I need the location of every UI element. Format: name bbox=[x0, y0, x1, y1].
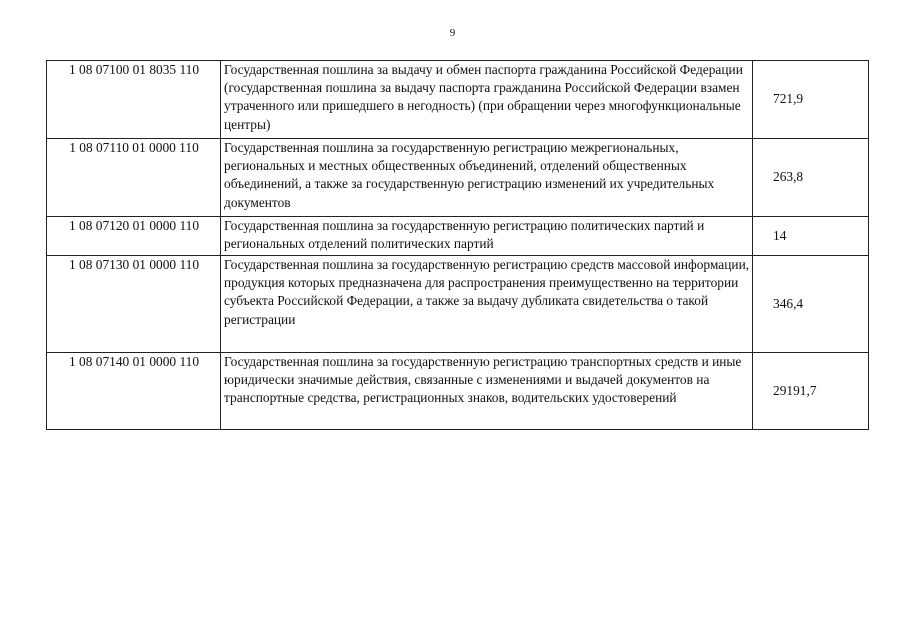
revenue-name-cell: Государственная пошлина за государственную регистрацию межрегиональных, региональных и местных общественных объединений, отделений общественных объединений, а также за государственную регистрацию изменений их учредительных документов bbox=[221, 139, 753, 217]
amount-cell: 29191,7 bbox=[753, 353, 869, 430]
revenue-name-cell: Государственная пошлина за государственную регистрацию политических партий и региональных отделений политических партий bbox=[221, 217, 753, 256]
table-row bbox=[47, 139, 869, 217]
amount-cell: 721,9 bbox=[753, 61, 869, 139]
amount-cell: 263,8 bbox=[753, 139, 869, 217]
amount-cell: 14 bbox=[753, 217, 869, 256]
table-row bbox=[47, 353, 869, 430]
revenue-name-cell: Государственная пошлина за государственную регистрацию транспортных средств и иные юридически значимые действия, связанные с изменениями и выдачей документов на транспортные средства, регистрационных знаков, водительских удостоверений bbox=[221, 353, 753, 430]
revenue-table bbox=[46, 60, 869, 430]
budget-code-cell: 1 08 07130 01 0000 110 bbox=[47, 256, 221, 353]
table-row bbox=[47, 256, 869, 353]
table-row bbox=[47, 217, 869, 256]
budget-code-cell: 1 08 07140 01 0000 110 bbox=[47, 353, 221, 430]
page-number: 9 bbox=[449, 27, 456, 39]
revenue-name-cell: Государственная пошлина за государственную регистрацию средств массовой информации, продукция которых предназначена для распространения преимущественно на территории субъекта Российской Федерации, а также за выдачу дубликата свидетельства о такой регистрации bbox=[221, 256, 753, 353]
table-row bbox=[47, 61, 869, 139]
budget-code-cell: 1 08 07120 01 0000 110 bbox=[47, 217, 221, 256]
revenue-name-cell: Государственная пошлина за выдачу и обмен паспорта гражданина Российской Федерации (государственная пошлина за выдачу паспорта гражданина Российской Федерации взамен утраченного или пришедшего в негодность) (при обращении через многофункциональные центры) bbox=[221, 61, 753, 139]
budget-code-cell: 1 08 07110 01 0000 110 bbox=[47, 139, 221, 217]
amount-cell: 346,4 bbox=[753, 256, 869, 353]
budget-code-cell: 1 08 07100 01 8035 110 bbox=[47, 61, 221, 139]
